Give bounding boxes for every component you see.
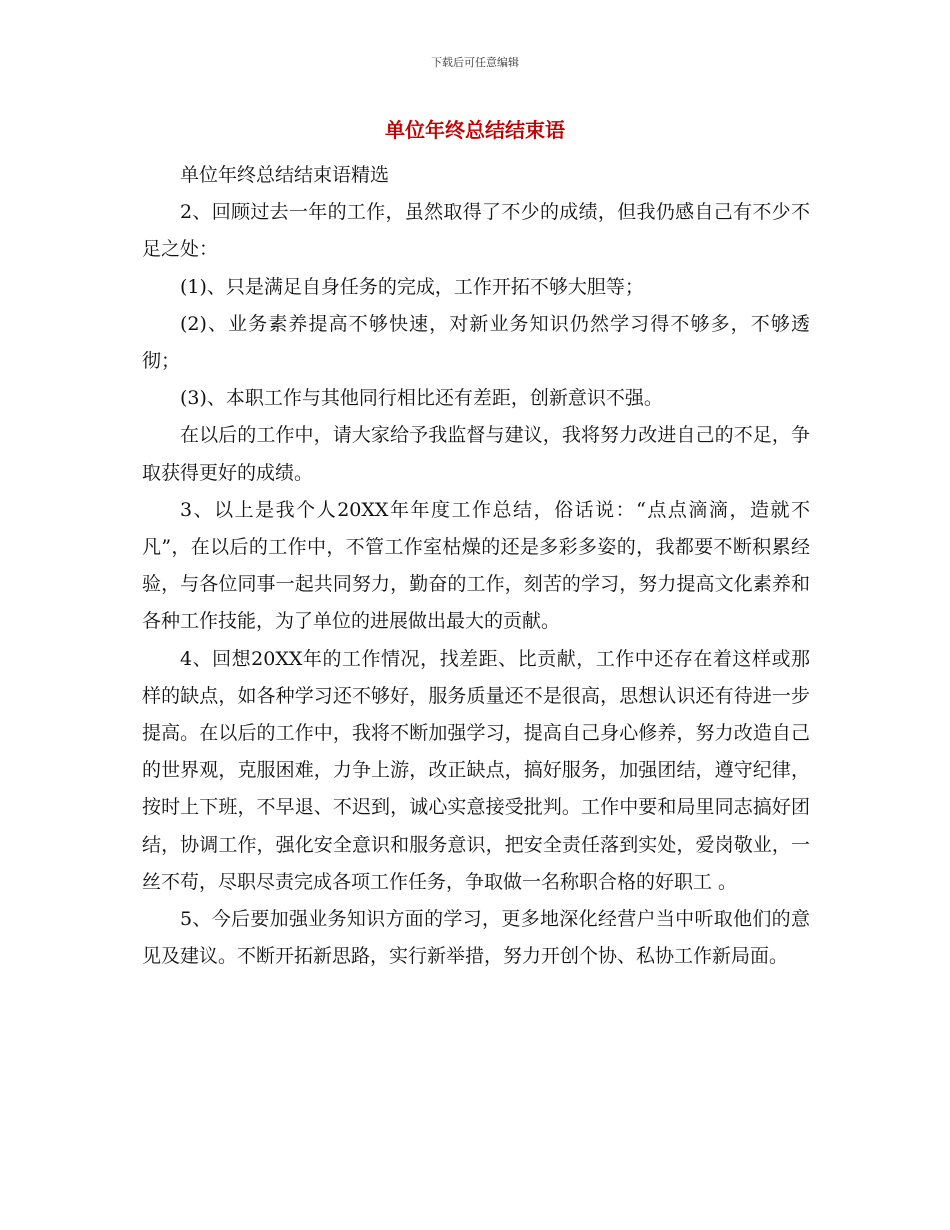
paragraph: (1)、只是满足自身任务的完成，工作开拓不够大胆等； (180, 275, 644, 298)
paragraph: (2)、业务素养提高不够快速，对新业务知识仍然学习得不够多，不够透彻； (142, 312, 810, 373)
paragraph: 在以后的工作中，请大家给予我监督与建议，我将努力改进自己的不足，争取获得更好的成绩。 (142, 424, 810, 484)
paragraph: (3)、本职工作与其他同行相比还有差距，创新意识不强。 (180, 387, 663, 410)
paragraph: 4、回想20XX年的工作情况，找差距、比贡献，工作中还存在着这样或那样的缺点，如各种学习还不够好，服务质量还不是很高，思想认识还有待进一步提高。在以后的工作中，我将不断加强学习，提高自己身心修养，努力改造自己的世界观，克服困难，力争上游，改正缺点，搞好服务，加强团结，遵守纪律，按时上下班，不早退、不迟到，诚心实意接受批判。工作中要和局里同志搞好团结，协调工作，强化安全意识和服务意识，把安全责任落到实处，爱岗敬业，一丝不苟，尽职尽责完成各项工作任务，争取做一名称职合格的好职工 。 (142, 647, 810, 893)
paragraph: 单位年终总结结束语精选 (180, 164, 390, 186)
paragraph: 5、今后要加强业务知识方面的学习，更多地深化经营户当中听取他们的意见及建议。不断开拓新思路，实行新举措，努力开创个协、私协工作新局面。 (142, 908, 810, 968)
document-title: 单位年终总结结束语 (385, 118, 565, 142)
document-body (142, 157, 810, 975)
paragraph: 3、以上是我个人20XX年年度工作总结，俗话说：“点点滴滴，造就不凡”，在以后的工作中，不管工作室枯燥的还是多彩多姿的，我都要不断积累经验，与各位同事一起共同努力，勤奋的工作，刻苦的学习，努力提高文化素养和各种工作技能，为了单位的进展做出最大的贡献。 (142, 498, 810, 633)
paragraph: 2、回顾过去一年的工作，虽然取得了不少的成绩，但我仍感自己有不少不足之处： (142, 201, 810, 261)
page-header: 下载后可任意编辑 (431, 56, 519, 69)
